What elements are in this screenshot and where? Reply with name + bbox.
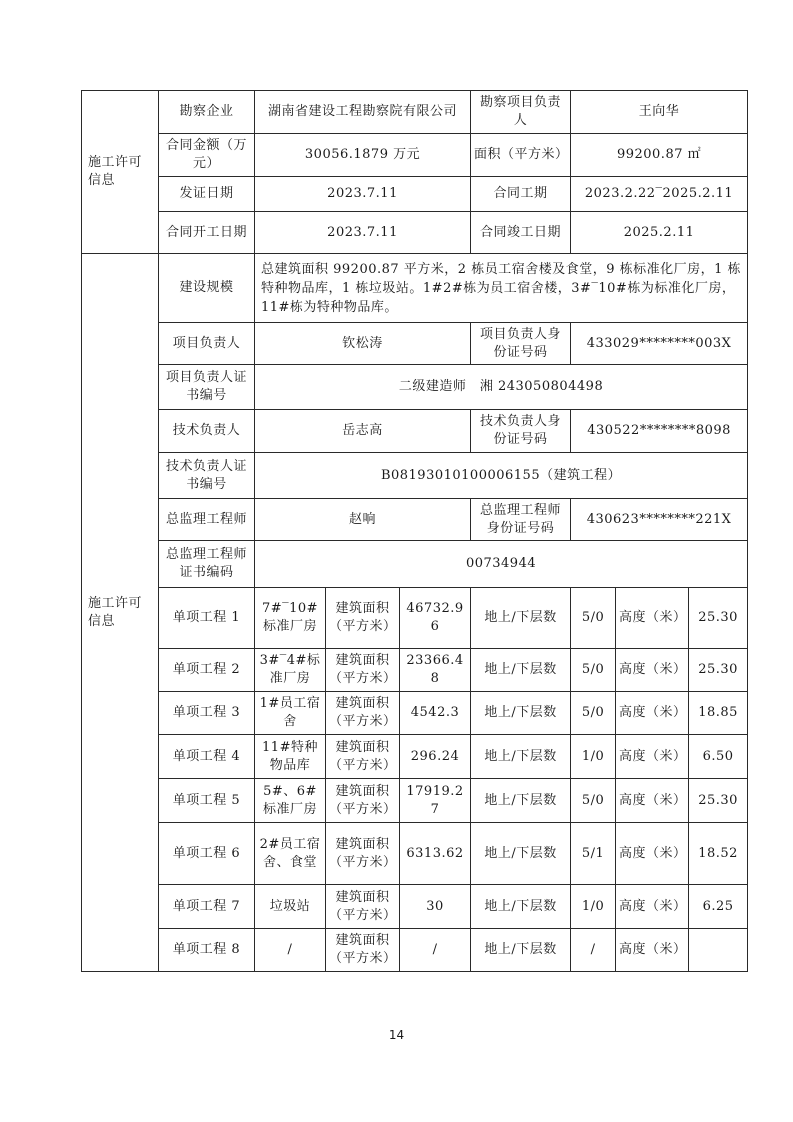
survey-company-value: 湖南省建设工程勘察院有限公司 <box>255 91 471 134</box>
project-label: 单项工程 6 <box>159 823 255 885</box>
project-floors: 5/0 <box>571 588 616 649</box>
project-name: 2#员工宿舍、食堂 <box>255 823 326 885</box>
project-height: 6.50 <box>689 735 748 779</box>
scale-value: 总建筑面积 99200.87 平方米，2 栋员工宿舍楼及食堂，9 栋标准化厂房，1 栋特种物品库，1 栋垃圾站。1#2#栋为员工宿舍楼，3#‾10#栋为标准化厂房，11#栋为特种物品库。 <box>255 254 748 323</box>
table-row <box>82 588 748 649</box>
project-height-label: 高度（米） <box>616 588 689 649</box>
survey-manager-value: 王向华 <box>571 91 748 134</box>
project-height: 6.25 <box>689 885 748 929</box>
project-height: 18.52 <box>689 823 748 885</box>
tech-cert-value: B08193010100006155（建筑工程） <box>255 453 748 499</box>
table-row <box>82 779 748 823</box>
project-floors-label: 地上/下层数 <box>471 735 571 779</box>
project-height: 25.30 <box>689 649 748 692</box>
project-area: 23366.48 <box>400 649 471 692</box>
project-floors-label: 地上/下层数 <box>471 588 571 649</box>
contract-start-label: 合同开工日期 <box>159 212 255 254</box>
project-name: 3#‾4#标准厂房 <box>255 649 326 692</box>
contract-finish-value: 2025.2.11 <box>571 212 748 254</box>
project-area: 6313.62 <box>400 823 471 885</box>
project-name: / <box>255 929 326 972</box>
construction-permit-table <box>81 90 748 972</box>
supervisor-label: 总监理工程师 <box>159 499 255 541</box>
project-height-label: 高度（米） <box>616 929 689 972</box>
project-height-label: 高度（米） <box>616 779 689 823</box>
project-height: 25.30 <box>689 779 748 823</box>
supervisor-id-label: 总监理工程师身份证号码 <box>471 499 571 541</box>
project-label: 单项工程 2 <box>159 649 255 692</box>
project-label: 单项工程 7 <box>159 885 255 929</box>
project-area: 30 <box>400 885 471 929</box>
project-height-label: 高度（米） <box>616 692 689 735</box>
project-area-label: 建筑面积（平方米） <box>326 649 400 692</box>
survey-company-label: 勘察企业 <box>159 91 255 134</box>
contract-period-value: 2023.2.22‾2025.2.11 <box>571 177 748 212</box>
project-name: 11#特种物品库 <box>255 735 326 779</box>
project-floors-label: 地上/下层数 <box>471 929 571 972</box>
pm-label: 项目负责人 <box>159 323 255 365</box>
tech-cert-label: 技术负责人证书编号 <box>159 453 255 499</box>
project-area: 46732.96 <box>400 588 471 649</box>
tech-value: 岳志高 <box>255 410 471 453</box>
area-value: 99200.87 ㎡ <box>571 134 748 177</box>
issue-date-label: 发证日期 <box>159 177 255 212</box>
project-area: 4542.3 <box>400 692 471 735</box>
project-floors: 1/0 <box>571 885 616 929</box>
table-row <box>82 692 748 735</box>
project-name: 垃圾站 <box>255 885 326 929</box>
table-row <box>82 885 748 929</box>
project-height-label: 高度（米） <box>616 649 689 692</box>
project-height <box>689 929 748 972</box>
project-area-label: 建筑面积（平方米） <box>326 779 400 823</box>
section-label-bottom: 施工许可信息 <box>82 254 159 972</box>
area-label: 面积（平方米） <box>471 134 571 177</box>
project-area: 17919.27 <box>400 779 471 823</box>
table-row <box>82 823 748 885</box>
project-height-label: 高度（米） <box>616 885 689 929</box>
page-number: 14 <box>388 1028 405 1042</box>
contract-start-value: 2023.7.11 <box>255 212 471 254</box>
project-name: 5#、6#标准厂房 <box>255 779 326 823</box>
table-row <box>82 929 748 972</box>
project-label: 单项工程 4 <box>159 735 255 779</box>
pm-cert-label: 项目负责人证书编号 <box>159 365 255 410</box>
project-area: / <box>400 929 471 972</box>
project-height-label: 高度（米） <box>616 823 689 885</box>
project-area-label: 建筑面积（平方米） <box>326 929 400 972</box>
project-floors-label: 地上/下层数 <box>471 885 571 929</box>
project-area-label: 建筑面积（平方米） <box>326 588 400 649</box>
survey-manager-label: 勘察项目负责人 <box>471 91 571 134</box>
contract-amount-value: 30056.1879 万元 <box>255 134 471 177</box>
scale-label: 建设规模 <box>159 254 255 323</box>
project-floors-label: 地上/下层数 <box>471 779 571 823</box>
project-area-label: 建筑面积（平方米） <box>326 885 400 929</box>
project-label: 单项工程 1 <box>159 588 255 649</box>
project-floors: / <box>571 929 616 972</box>
project-area-label: 建筑面积（平方米） <box>326 692 400 735</box>
tech-label: 技术负责人 <box>159 410 255 453</box>
project-floors: 5/0 <box>571 692 616 735</box>
supervisor-cert-value: 00734944 <box>255 541 748 588</box>
supervisor-value: 赵响 <box>255 499 471 541</box>
pm-id-value: 433029********003X <box>571 323 748 365</box>
project-floors: 5/1 <box>571 823 616 885</box>
tech-id-value: 430522********8098 <box>571 410 748 453</box>
project-floors-label: 地上/下层数 <box>471 823 571 885</box>
project-floors-label: 地上/下层数 <box>471 692 571 735</box>
project-area: 296.24 <box>400 735 471 779</box>
project-height: 25.30 <box>689 588 748 649</box>
project-floors: 5/0 <box>571 779 616 823</box>
tech-id-label: 技术负责人身份证号码 <box>471 410 571 453</box>
project-height-label: 高度（米） <box>616 735 689 779</box>
project-area-label: 建筑面积（平方米） <box>326 823 400 885</box>
project-area-label: 建筑面积（平方米） <box>326 735 400 779</box>
project-floors-label: 地上/下层数 <box>471 649 571 692</box>
project-height: 18.85 <box>689 692 748 735</box>
project-floors: 1/0 <box>571 735 616 779</box>
project-name: 1#员工宿舍 <box>255 692 326 735</box>
supervisor-id-value: 430623********221X <box>571 499 748 541</box>
pm-id-label: 项目负责人身份证号码 <box>471 323 571 365</box>
table-row <box>82 735 748 779</box>
contract-amount-label: 合同金额（万元） <box>159 134 255 177</box>
table-row <box>82 649 748 692</box>
project-label: 单项工程 3 <box>159 692 255 735</box>
issue-date-value: 2023.7.11 <box>255 177 471 212</box>
project-name: 7#‾10#标准厂房 <box>255 588 326 649</box>
pm-value: 钦松涛 <box>255 323 471 365</box>
project-label: 单项工程 5 <box>159 779 255 823</box>
contract-period-label: 合同工期 <box>471 177 571 212</box>
project-floors: 5/0 <box>571 649 616 692</box>
supervisor-cert-label: 总监理工程师证书编码 <box>159 541 255 588</box>
contract-finish-label: 合同竣工日期 <box>471 212 571 254</box>
project-label: 单项工程 8 <box>159 929 255 972</box>
section-label-top: 施工许可信息 <box>82 91 159 254</box>
pm-cert-value: 二级建造师 湘 243050804498 <box>255 365 748 410</box>
